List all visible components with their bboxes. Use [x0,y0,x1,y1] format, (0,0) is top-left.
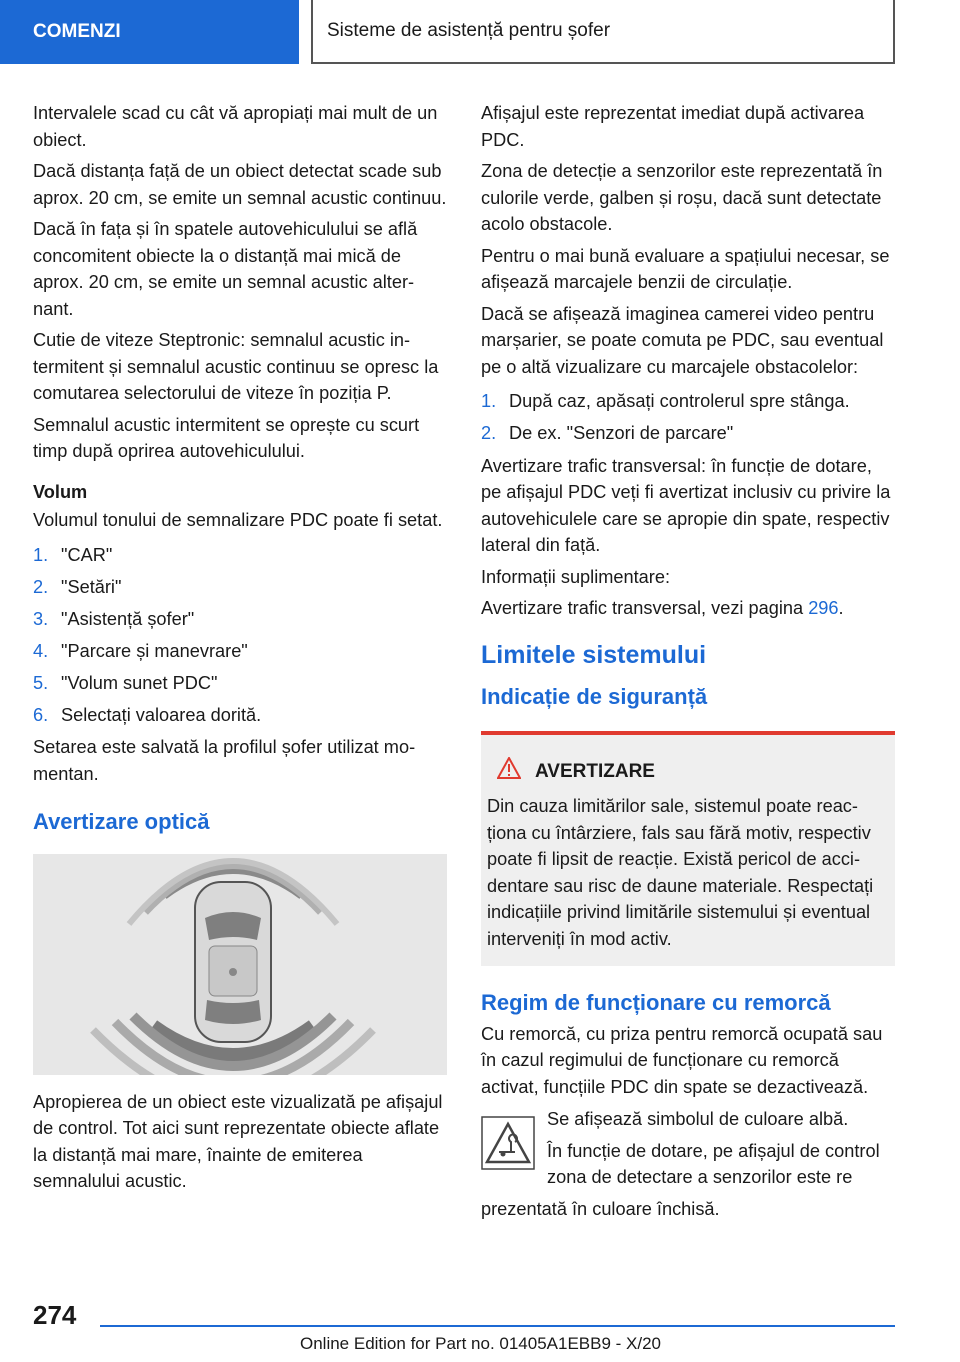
warning-text: Din cauza limitărilor sale, sistemul poate reacționa cu întârziere, fals sau fără motiv, respectiv poate fi lipsit de reacție. Există pericol de accidentare sau risc de daune materiale. Respectați indicațiile privind limitările sistemului și eventual interveniți în mod activ. [487,796,874,949]
pdc-car-illustration [33,854,447,1075]
warning-box [481,731,895,967]
step-number: 4. [33,640,49,661]
step-text: "CAR" [61,544,113,565]
page-number: 274 [33,1300,77,1330]
paragraph: Afișajul este reprezentat imediat după activarea PDC. [481,103,865,150]
step-text: "Volum sunet PDC" [61,672,218,693]
right-column [481,100,895,1227]
camera-steps-list [481,388,895,447]
paragraph: Pentru o mai bună evaluare a spațiului necesar, se afișează marcajele benzii de circulație. [481,245,890,292]
step-text: "Setări" [61,576,122,597]
cross-reference [481,595,895,622]
trailer-mode-heading: Regim de funcționare cu remorcă [481,990,831,1015]
chapter-title: Sisteme de asistență pentru șofer [327,20,611,41]
list-item [33,542,447,569]
paragraph: Dacă distanța față de un obiect detectat scade sub aprox. 20 cm, se emite un semnal acustic continuu. [33,161,447,208]
paragraph: Cutie de viteze Steptronic: semnalul acustic intermitent și semnalul acustic continuu se opresc la comutarea selectorului de viteze în poziția P. [33,330,439,403]
list-item [33,702,447,729]
step-number: 1. [33,544,49,565]
edition-footer: Online Edition for Part no. 01405A1EBB9 - X/20 [300,1334,662,1353]
dotare-text-part1: În funcție de dotare, pe afișajul de control zona de detectare a senzorilor este re [547,1140,880,1187]
paragraph: Intervalele scad cu cât vă apropiați mai mult de un obiect. [33,103,438,150]
step-text: De ex. "Senzori de parcare" [509,423,734,443]
reference-text: Avertizare trafic transversal, vezi pagina [481,598,809,618]
warning-header [487,757,889,788]
list-item [33,670,447,697]
page-link[interactable]: 296 [808,598,839,618]
left-column [33,100,447,1200]
volume-steps-list [33,542,447,729]
step-number: 1. [481,391,497,411]
paragraph: Cu remorcă, cu priza pentru remorcă ocupată sau în cazul regimului de funcționare cu remorcă activat, funcțiile PDC din spate se dezactivează. [481,1023,883,1097]
section-tab [0,0,299,64]
safety-note-heading: Indicație de siguranță [481,684,708,709]
warning-title: AVERTIZARE [535,760,655,782]
warning-triangle-icon [497,757,521,788]
step-number: 2. [33,576,49,597]
paragraph: Volumul tonului de semnalizare PDC poate fi setat. [33,510,443,530]
trailer-symbol-row [481,1106,895,1222]
step-text: "Parcare și manevrare" [61,640,248,661]
list-item [33,574,447,601]
paragraph: Se afișează simbolul de culoare albă. [547,1109,849,1129]
paragraph [547,1138,895,1191]
list-item [33,638,447,665]
step-number: 2. [481,423,497,443]
figure-caption: Apropierea de un obiect este vizualizată pe afișajul de control. Tot aici sunt reprezentate obiecte aflate la distanță mai mare, înainte de emiterea semnalului acustic. [33,1091,443,1191]
paragraph: Zona de detecție a senzorilor este reprezentată în culorile verde, galben și roșu, dacă sunt detectate acolo obstacole. [481,161,883,234]
paragraph: Setarea este salvată la profilul șofer utilizat momentan. [33,737,416,784]
reference-end: . [838,598,844,618]
list-item [481,420,895,447]
paragraph: Avertizare trafic transversal: în funcție de dotare, pe afișajul PDC veți fi avertizat inclusiv cu privire la autovehiculele care se apropie din spate, respectiv lateral din față. [481,455,891,555]
trailer-icon [481,1116,535,1170]
step-number: 5. [33,672,49,693]
pdc-display-figure [33,854,447,1075]
paragraph: Informații suplimentare: [481,566,671,587]
footer-divider [100,1325,895,1327]
step-text: După caz, apăsați controlerul spre stânga. [509,391,850,411]
volume-heading: Volum [33,481,88,502]
step-text: "Asistență șofer" [61,608,195,629]
step-number: 6. [33,704,49,725]
paragraph: Semnalul acustic intermitent se oprește cu scurt timp după oprirea autovehiculului. [33,414,420,461]
step-text: Selectați valoarea dorită. [61,704,262,725]
chapter-header [311,0,895,64]
list-item [33,606,447,633]
paragraph: Dacă se afișează imaginea camerei video pentru marșarier, se poate comuta pe PDC, sau eventual pe o altă vizualizare cu marcajele obstacolelor: [481,303,884,377]
paragraph: Dacă în fața și în spatele autovehiculului se află concomitent obiecte la o distanță mai mică de aprox. 20 cm, se emite un semnal acustic alternant. [33,219,418,319]
optical-warning-heading: Avertizare optică [33,809,210,834]
system-limits-heading: Limitele sistemului [481,640,707,669]
list-item [481,388,895,415]
step-number: 3. [33,608,49,629]
paragraph: prezentată în culoare închisă. [481,1198,720,1219]
section-label: COMENZI [33,21,121,42]
